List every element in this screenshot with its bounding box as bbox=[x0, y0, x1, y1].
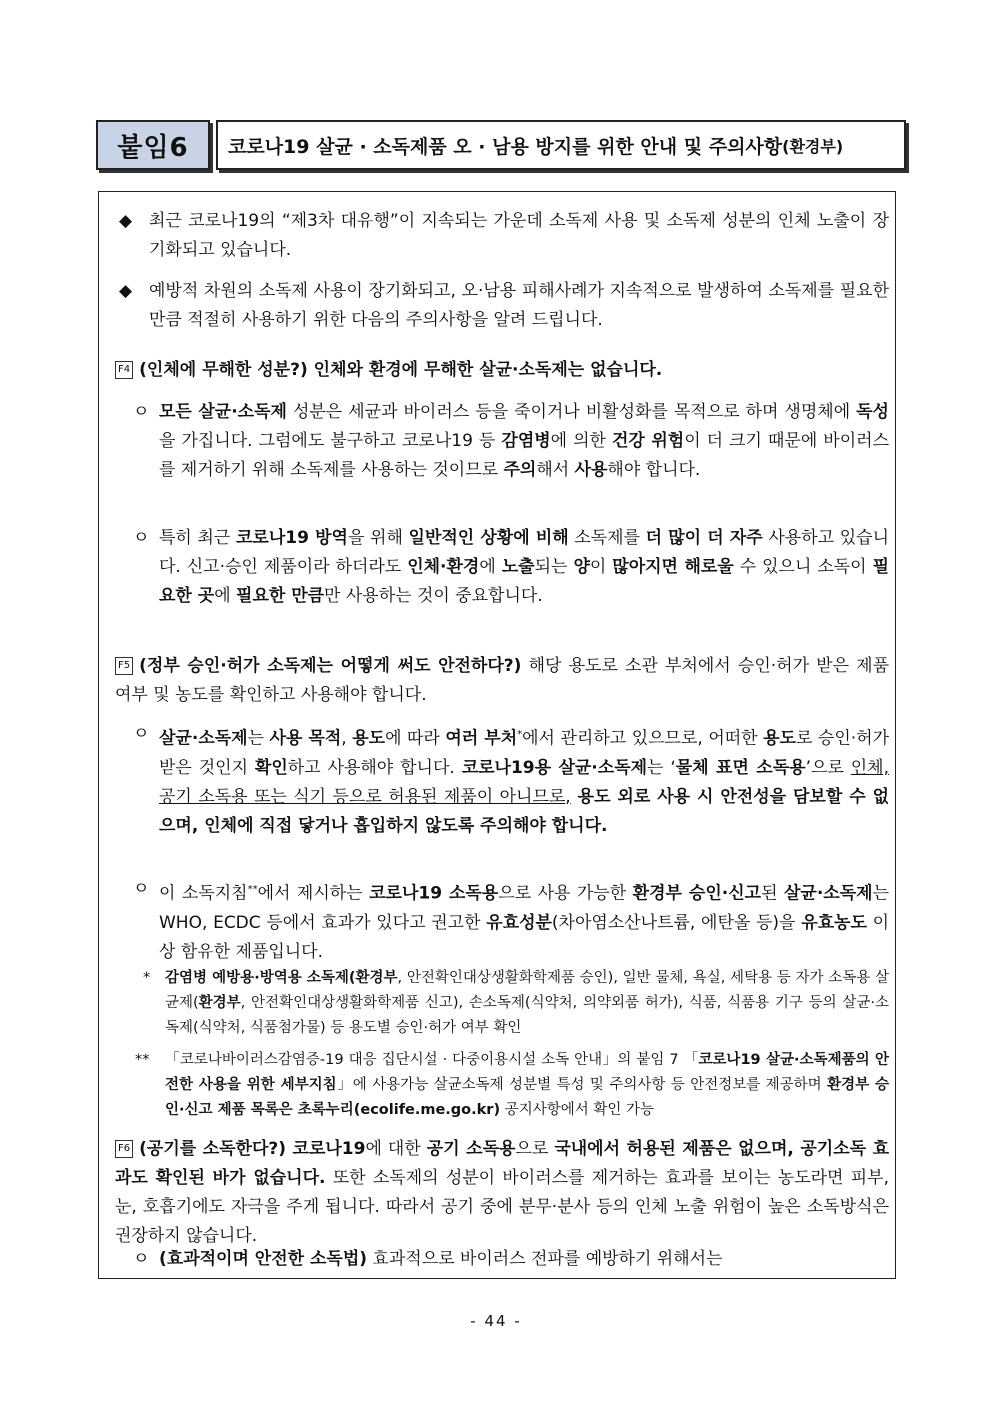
f4-item-1: 모든 살균·소독제 성분은 세균과 바이러스 등을 죽이거나 비활성화를 목적으로 하며 생명체에 독성을 가집니다. 그럼에도 불구하고 코로나19 등 감염병에 의한 건강 위험이 더 크기 때문에 바이러스를 제거하기 위해 소독제를 사용하는 것이므로 주의해서 사용해야 합니다. bbox=[159, 402, 889, 480]
f6-heading: F6 (공기를 소독한다?) 코로나19에 대한 공기 소독용으로 국내에서 허용된 제품은 없으며, 공기소독 효과도 확인된 바가 없습니다. 또한 소독제의 성분이 바이러스를 제거하는 효과를 보이는 농도라면 피부, 눈, 호흡기에도 자극을 주게 됩니다. 따라서 공기 중에 분무·분사 등의 인체 노출 위험이 높은 소독방식은 권장하지 않습니다. bbox=[115, 1139, 890, 1246]
f6-item-1: (효과적이며 안전한 소독법) 효과적으로 바이러스 전파를 예방하기 위해서는 bbox=[159, 1249, 723, 1269]
section-title-text: 코로나19 살균 · 소독제품 오 · 남용 방지를 위한 안내 및 주의사항 bbox=[228, 135, 783, 158]
circle-bullet-icon: ㅇ bbox=[133, 1249, 150, 1269]
f4-item-2: 특히 최근 코로나19 방역을 위해 일반적인 상황에 비해 소독제를 더 많이 더 자주 사용하고 있습니다. 신고·승인 제품이라 하더라도 인체·환경에 노출되는 양이 많아지면 해로울 수 있으니 소독이 필요한 곳에 필요한 만큼만 사용하는 것이 중요합니다. bbox=[159, 528, 890, 606]
f4-tag: F4 bbox=[115, 361, 133, 379]
f6-tag: F6 bbox=[115, 1140, 133, 1158]
intro-paragraph-1: 최근 코로나19의 “제3차 대유행”이 지속되는 가운데 소독제 사용 및 소독제 성분의 인체 노출이 장기화되고 있습니다. bbox=[149, 211, 889, 260]
f4-heading bbox=[115, 356, 889, 385]
diamond-bullet-icon: ◆ bbox=[119, 281, 133, 301]
intro-paragraph-2: 예방적 차원의 소독제 사용이 장기화되고, 오·남용 피해사례가 지속적으로 발생하여 소독제를 필요한 만큼 적절히 사용하기 위한 다음의 주의사항을 알려 드립니다. bbox=[149, 281, 889, 330]
f5-item-1: 살균·소독제는 사용 목적, 용도에 따라 여러 부처*에서 관리하고 있으므로, 어떠한 용도로 승인·허가 받은 것인지 확인하고 사용해야 합니다. 코로나19용 살균·소독제는 ‘물체 표면 소독용’으로 인체, 공기 소독용 또는 식기 등으로 허용된 제품이 아니므로, 용도 외로 사용 시 안전성을 담보할 수 없으며, 인체에 직접 닿거나 흡입하지 않도록 주의해야 합니다. bbox=[159, 728, 890, 836]
f5-heading: F5 (정부 승인·허가 소독제는 어떻게 써도 안전하다?) 해당 용도로 소관 부처에서 승인·허가 받은 제품 여부 및 농도를 확인하고 사용해야 합니다. bbox=[115, 656, 890, 705]
f4-lead: (인체에 무해한 성분?) 인체와 환경에 무해한 살균·소독제는 없습니다. bbox=[139, 360, 663, 380]
section-header bbox=[96, 120, 896, 168]
footnote-marker: ** bbox=[135, 1052, 150, 1068]
section-title bbox=[216, 120, 906, 170]
circle-bullet-icon: ㅇ bbox=[133, 402, 150, 422]
f5-item-2: 이 소독지침**에서 제시하는 코로나19 소독용으로 사용 가능한 환경부 승인·신고된 살균·소독제는 WHO, ECDC 등에서 효과가 있다고 권고한 유효성분(차아염소산나트륨, 에탄올 등)을 유효농도 이상 함유한 제품입니다. bbox=[159, 883, 890, 962]
footnote-1: 감염병 예방용·방역용 소독제(환경부, 안전확인대상생활화학제품 승인), 일반 물체, 욕실, 세탁용 등 자가 소독용 살균제(환경부, 안전확인대상생활화학제품 신고), 손소독제(식약처, 의약외품 허가), 식품, 식품용 기구 등의 살균·소독제(식약처, 식품첨가물) 등 용도별 승인·허가 여부 확인 bbox=[165, 970, 889, 1036]
page-number: - 44 - bbox=[470, 1312, 522, 1330]
circle-bullet-icon: ㅇ bbox=[133, 528, 150, 548]
diamond-bullet-icon: ◆ bbox=[119, 211, 133, 231]
content-box bbox=[98, 191, 896, 1279]
circle-bullet-icon: ㅇ bbox=[133, 724, 150, 744]
footnote-2: 「코로나바이러스감염증-19 대응 집단시설 · 다중이용시설 소독 안내」의 붙임 7 「코로나19 살균·소독제품의 안전한 사용을 위한 세부지침」에 사용가능 살균소독제 성분별 특성 및 주의사항 등 안전정보를 제공하며 환경부 승인·신고 제품 목록은 초록누리(ecolife.me.go.kr) 공지사항에서 확인 가능 bbox=[165, 1052, 890, 1118]
attachment-tag: 붙임6 bbox=[96, 120, 210, 170]
section-title-dept: (환경부) bbox=[782, 136, 844, 156]
circle-bullet-icon: ㅇ bbox=[133, 879, 150, 899]
footnote-marker: * bbox=[143, 970, 151, 986]
f5-tag: F5 bbox=[115, 657, 133, 675]
